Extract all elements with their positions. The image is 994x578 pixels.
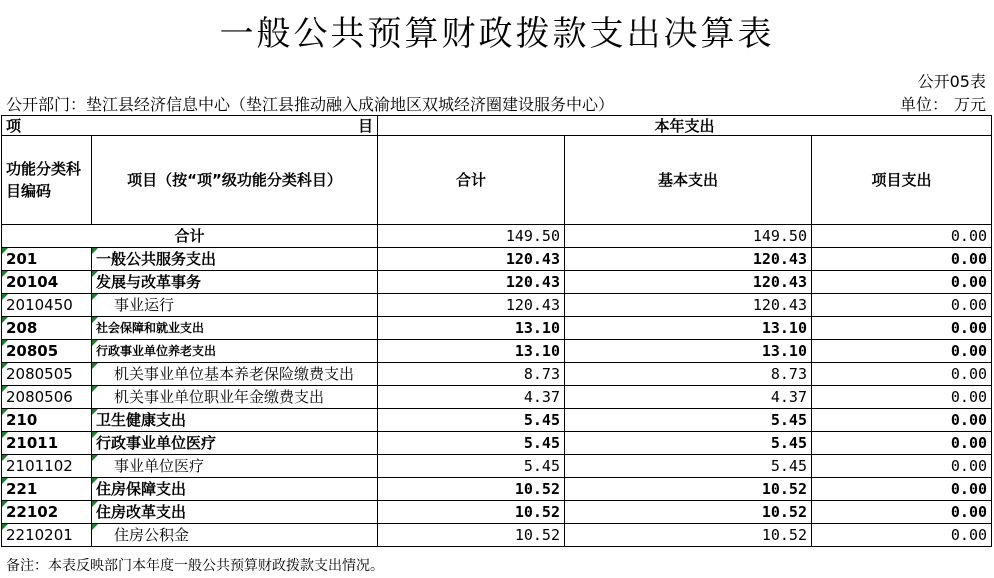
table-row [2,386,992,409]
item-header-cell [2,116,378,136]
row-basic: 5.45 [565,432,812,455]
cell-marker-icon [2,432,8,438]
row-total: 120.43 [378,294,565,317]
row-code: 210 [2,409,92,432]
cell-marker-icon [92,409,98,415]
cell-marker-icon [2,248,8,254]
row-basic: 13.10 [565,317,812,340]
cell-marker-icon [2,386,8,392]
row-name: 一般公共服务支出 [92,248,378,271]
table-row [2,317,992,340]
row-total: 13.10 [378,340,565,363]
row-name: 卫生健康支出 [92,409,378,432]
row-name: 住房公积金 [92,524,378,547]
row-name: 住房保障支出 [92,478,378,501]
row-total: 13.10 [378,317,565,340]
table-row [2,501,992,524]
total-value: 149.50 [378,225,565,248]
table-row [2,409,992,432]
table-row [2,340,992,363]
code-col-header: 功能分类科目编码 [2,136,92,225]
cell-marker-icon [92,248,98,254]
cell-marker-icon [2,317,8,323]
unit-line [900,92,986,115]
cell-marker-icon [92,340,98,346]
row-total: 10.52 [378,524,565,547]
header-row-1 [2,116,992,136]
table-row [2,455,992,478]
table-row [2,432,992,455]
row-name: 社会保障和就业支出 [92,317,378,340]
cell-marker-icon [92,501,98,507]
department-line [6,92,614,115]
row-code: 2080506 [2,386,92,409]
row-project: 0.00 [812,478,992,501]
mu-header: 目 [357,116,373,135]
row-code: 2210201 [2,524,92,547]
name-col-header: 项目（按“项”级功能分类科目） [92,136,378,225]
cell-marker-icon [2,501,8,507]
row-basic: 10.52 [565,501,812,524]
row-basic: 120.43 [565,271,812,294]
unit-value: 万元 [953,95,986,114]
header-row-2 [2,136,992,225]
expenditure-table [1,115,992,547]
row-code: 221 [2,478,92,501]
row-basic: 10.52 [565,524,812,547]
row-code: 201 [2,248,92,271]
row-name: 住房改革支出 [92,501,378,524]
row-total: 120.43 [378,248,565,271]
row-basic: 120.43 [565,248,812,271]
row-project: 0.00 [812,340,992,363]
cell-marker-icon [92,478,98,484]
row-total: 120.43 [378,271,565,294]
table-row [2,363,992,386]
item-header: 项 [6,116,22,135]
row-project: 0.00 [812,386,992,409]
unit-label: 单位： [899,95,948,114]
cell-marker-icon [92,455,98,461]
cell-marker-icon [2,271,8,277]
row-project: 0.00 [812,432,992,455]
row-code: 22102 [2,501,92,524]
row-total: 4.37 [378,386,565,409]
project-col-header: 项目支出 [812,136,992,225]
row-project: 0.00 [812,455,992,478]
row-code: 2010450 [2,294,92,317]
cell-marker-icon [2,363,8,369]
row-code: 20104 [2,271,92,294]
row-code: 2080505 [2,363,92,386]
cell-marker-icon [92,524,98,530]
row-basic: 5.45 [565,409,812,432]
cell-marker-icon [92,386,98,392]
cell-marker-icon [2,478,8,484]
cell-marker-icon [92,294,98,300]
row-project: 0.00 [812,501,992,524]
cell-marker-icon [2,455,8,461]
row-total: 10.52 [378,501,565,524]
cell-marker-icon [2,294,8,300]
row-name: 行政事业单位医疗 [92,432,378,455]
department-name: 垫江县经济信息中心（垫江县推动融入成渝地区双城经济圈建设服务中心） [86,95,615,114]
row-basic: 8.73 [565,363,812,386]
row-total: 5.45 [378,409,565,432]
total-col-header: 合计 [378,136,565,225]
row-name: 事业单位医疗 [92,455,378,478]
total-label: 合计 [2,225,378,248]
row-total: 5.45 [378,455,565,478]
row-basic: 4.37 [565,386,812,409]
project-value: 0.00 [812,225,992,248]
row-code: 21011 [2,432,92,455]
row-code: 2101102 [2,455,92,478]
row-basic: 120.43 [565,294,812,317]
row-basic: 10.52 [565,478,812,501]
cell-marker-icon [2,524,8,530]
cell-marker-icon [92,363,98,369]
table-row [2,524,992,547]
cell-marker-icon [92,317,98,323]
row-name: 行政事业单位养老支出 [92,340,378,363]
row-total: 8.73 [378,363,565,386]
table-row [2,294,992,317]
row-code: 208 [2,317,92,340]
form-code: 公开05表 [917,72,986,91]
row-project: 0.00 [812,294,992,317]
row-name: 机关事业单位基本养老保险缴费支出 [92,363,378,386]
row-project: 0.00 [812,524,992,547]
cell-marker-icon [92,271,98,277]
cell-marker-icon [2,340,8,346]
cell-marker-icon [2,409,8,415]
row-project: 0.00 [812,363,992,386]
row-total: 10.52 [378,478,565,501]
footnote: 备注：本表反映部门本年度一般公共预算财政拨款支出情况。 [6,558,384,574]
total-row [2,225,992,248]
page-title: 一般公共预算财政拨款支出决算表 [219,14,775,54]
row-basic: 13.10 [565,340,812,363]
table-row [2,478,992,501]
row-basic: 5.45 [565,455,812,478]
row-code: 20805 [2,340,92,363]
cell-marker-icon [92,432,98,438]
row-name: 发展与改革事务 [92,271,378,294]
row-total: 5.45 [378,432,565,455]
row-project: 0.00 [812,248,992,271]
row-project: 0.00 [812,271,992,294]
row-name: 机关事业单位职业年金缴费支出 [92,386,378,409]
row-name: 事业运行 [92,294,378,317]
row-project: 0.00 [812,317,992,340]
row-project: 0.00 [812,409,992,432]
department-label: 公开部门： [6,95,87,114]
basic-col-header: 基本支出 [565,136,812,225]
table-row [2,271,992,294]
current-year-header: 本年支出 [378,116,992,136]
basic-value: 149.50 [565,225,812,248]
table-row [2,248,992,271]
